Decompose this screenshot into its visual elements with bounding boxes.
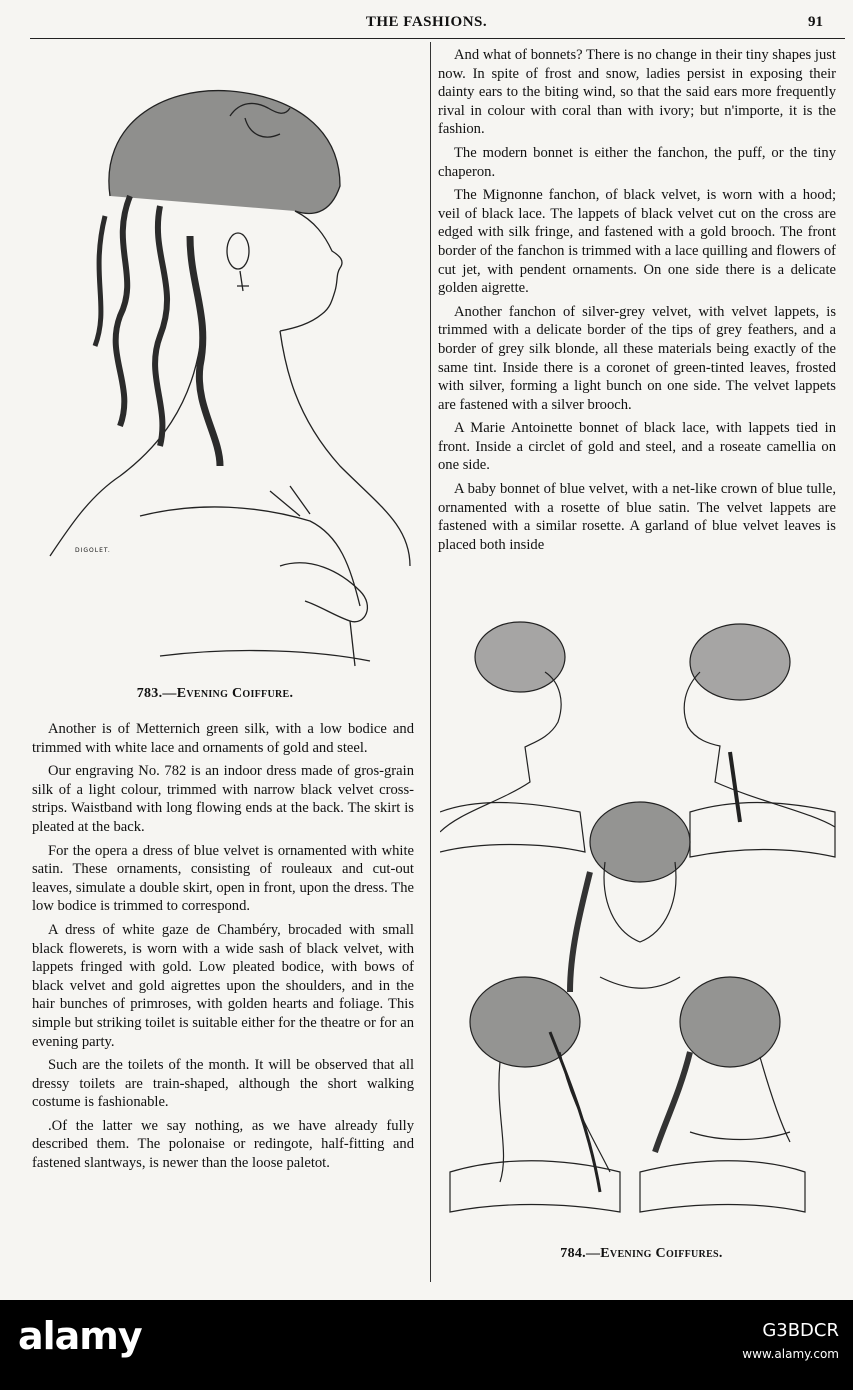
figure-caption-784: 784.—Evening Coiffures. [560,1246,723,1261]
header-rule [30,38,845,39]
brand-logo: alamy [18,1314,142,1358]
paragraph: For the opera a dress of blue velvet is ornamented with white satin. These ornaments, consisting of rouleaux and cut-out leaves, simulate a double skirt, open in front, upon the dress. The low bodice is trimmed to correspond. [32,842,414,915]
paragraph: Our engraving No. 782 is an indoor dress made of gros-grain silk of a light colour, trimmed with narrow black velvet cross-strips. Waistband with long flowing ends at the back. The skirt is pleated at the back. [32,763,414,835]
stock-footer-bar [0,1300,853,1390]
column-rule [430,42,431,1282]
running-title: THE FASHIONS. [365,14,488,30]
figure-caption-783: 783.—Evening Coiffure. [136,686,294,701]
figure-caption-text: Evening Coiffures. [600,1246,723,1261]
paragraph: .Of the latter we say nothing, as we have already fully described them. The polonaise or redingote, half-fitting and fastened slantways, is newer than the loose paletot. [32,1117,414,1172]
paragraph: Another is of Metternich green silk, with a low bodice and trimmed with white lace and ornaments of gold and steel. [32,721,414,756]
image-reference [742,1320,839,1361]
figure-number: 784. [560,1246,586,1261]
site-url: www.alamy.com [742,1347,839,1361]
image-id: G3BDCR [762,1320,839,1341]
figure-number: 783. [136,686,163,701]
right-column-text [438,46,836,559]
paragraph: Another fanchon of silver-grey velvet, with velvet lappets, is trimmed with a delicate border of the tips of grey feathers, and a border of grey silk blonde, all these materials being exactly of the same tint. Inside there is a coronet of green-tinted leaves, frosted with silver, forming a light bunch on one side. The velvet lappets are fastened with a silver brooch. [438,303,836,413]
figure-caption-text: Evening Coiffure. [176,686,294,701]
paragraph: Such are the toilets of the month. It will be observed that all dressy toilets are train-shaped, although the short walking costume is fashionable. [32,1057,414,1111]
paragraph: A baby bonnet of blue velvet, with a net-like crown of blue tulle, ornamented with a rosette of blue satin. The velvet lappets are fastened with a similar rosette. A garland of blue velvet leaves is placed both inside [438,481,836,553]
left-column-text [32,720,414,1178]
page-number: 91 [808,14,823,30]
paragraph: And what of bonnets? There is no change in their tiny shapes just now. In spite of frost and snow, ladies persist in exposing their dainty ears to the biting wind, so that the said ears more frequently rival in colour with coral than with ivory; but n'importe, it is the fashion. [438,47,836,138]
paragraph: A Marie Antoinette bonnet of black lace, with lappets tied in front. Inside a circlet of gold and steel, and a roseate camellia on one side. [438,420,836,474]
paragraph: A dress of white gaze de Chambéry, brocaded with small black flowerets, is worn with a wide sash of black velvet, with lappets fringed with gold. Low pleated bodice, with bows of black velvet and gold aigrettes upon the shoulders, and in the hair bunches of primroses, with golden hearts and foliage. This simple but striking toilet is suitable either for the theatre or for an evening party. [32,921,414,1050]
evening-coiffure-engraving [40,46,420,676]
paragraph: The Mignonne fanchon, of black velvet, is worn with a hood; veil of black lace. The lappets of black velvet cut on the cross are edged with silk fringe, and fastened with a gold brooch. The front border of the fanchon is trimmed with a lace quilling and flowers of cut jet, with pendent ornaments. On one side there is a delicate golden aigrette. [438,187,836,297]
engraver-signature: DIGOLET. [75,547,111,554]
paragraph: The modern bonnet is either the fanchon, the puff, or the tiny chaperon. [438,144,836,180]
evening-coiffures-engraving [440,612,840,1242]
